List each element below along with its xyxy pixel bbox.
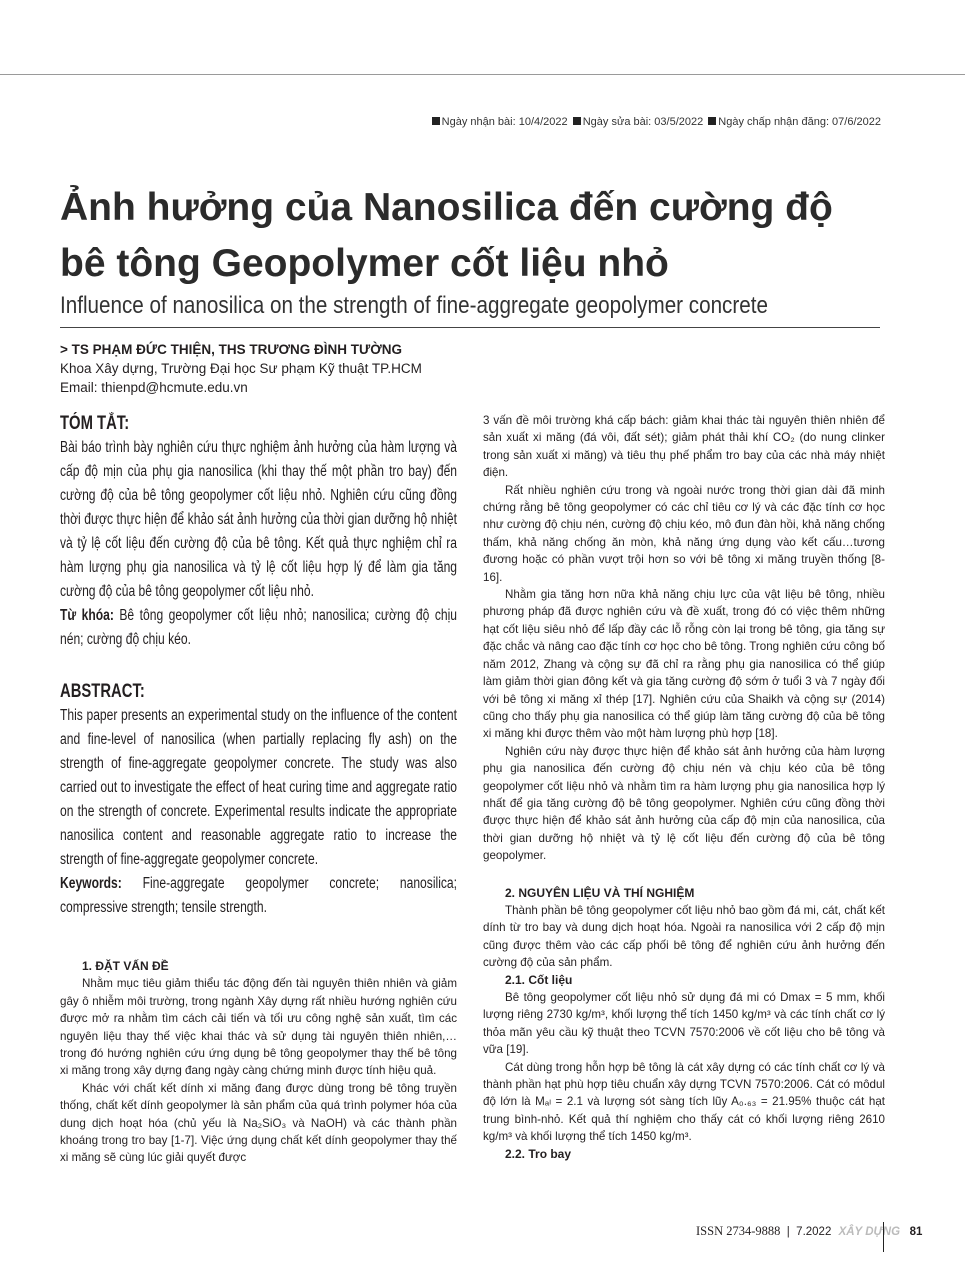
footer-rule [883, 1222, 884, 1252]
paragraph: Nhằm mục tiêu giảm thiểu tác động đến tài nguyên thiên nhiên và giảm gây ô nhiễm môi trường, trong ngành Xây dựng rất nhiều hướng nghiên cứu được mở ra nhằm tìm cách cải tiến và tối ưu công nghệ sản xuất, tìm các nguyên liệu thay thế việc khai thác và sử dụng tài nguyên thiên nhiên,… trong đó hướng nghiên cứu ứng dụng bê tông geopolymer thay thế bê tông xi măng trong xây dựng đang ngày càng chứng minh được tính hiệu quả. [60, 977, 457, 1078]
title-line-2: bê tông Geopolymer cốt liệu nhỏ [60, 242, 669, 285]
paragraph: Thành phần bê tông geopolymer cốt liệu nhỏ bao gồm đá mi, cát, chất kết dính từ tro bay và dung dịch hoạt hóa. Ngoài ra nanosilica với 2 cấp độ mịn cũng được thêm vào các cấp phối bê tông để nghiên cứu ảnh hưởng đến cường độ của sản phẩm. [483, 903, 885, 970]
keywords-vi-label: Từ khóa: [60, 607, 114, 624]
author-names: > TS PHẠM ĐỨC THIỆN, THS TRƯƠNG ĐÌNH TƯỜNG [60, 342, 403, 357]
keywords-vi [60, 604, 457, 652]
page-title [60, 180, 880, 292]
title-line-1: Ảnh hưởng của Nanosilica đến cường độ [60, 186, 833, 229]
paragraph: Bê tông geopolymer cốt liệu nhỏ sử dụng đá mi có Dmax = 5 mm, khối lượng riêng 2730 kg/m³, khối lượng thể tích 1450 kg/m³ và các tính chất cơ lý thỏa mãn yêu cầu kỹ thuật theo TCVN 7570:2006 về cốt liệu cho bê tông và vữa [19]. [483, 991, 885, 1057]
bullet-square-icon [573, 117, 581, 125]
footer-separator: | [786, 1226, 790, 1238]
author-block [60, 340, 422, 397]
received-date: Ngày nhận bài: 10/4/2022 [441, 116, 568, 128]
affiliation: Khoa Xây dựng, Trường Đại học Sư phạm Kỹ thuật TP.HCM [60, 361, 422, 376]
author-email: Email: thienpd@hcmute.edu.vn [60, 380, 248, 395]
subsection-2-1-heading: 2.1. Cốt liệu [505, 972, 573, 987]
paragraph: Nhằm gia tăng hơn nữa khả năng chịu lực của vật liệu bê tông, nhiều phương pháp đã được nghiên cứu và đề xuất, trong đó có việc thêm những hạt cốt liệu siêu nhỏ để lấp đầy các lỗ rỗng còn lại trong bê tông, gia tăng sự đặc chắc và nâng cao đặc tính cơ học cho bê tông. Trong nghiên cứu công bố năm 2012, Zhang và cộng sự đã chỉ ra rằng phụ gia nanosilica có thể giúp làm giảm thời gian đông kết và gia tăng cường độ sớm ở tuổi 3 và 7 ngày đối với bê tông xi măng xỉ thép [17]. Nghiên cứu của Shaikh và cộng sự (2014) cũng cho thấy phụ gia nanosilica có thể giúp làm tăng cường độ của bê tông xi măng khi được thêm vào một hàm lượng phù hợp [18]. [483, 588, 885, 741]
paragraph: Khác với chất kết dính xi măng đang được dùng trong bê tông truyền thống, chất kết dính geopolymer là sản phẩm của quá trình polymer hóa của dung dịch hoạt hóa (chủ yếu là Na₂SiO₃ và NaOH) và các thành phần khoáng trong tro bay [1-7]. Việc ứng dụng chất kết dính geopolymer thay thế xi măng sẽ cùng lúc giải quyết được [60, 1081, 457, 1165]
abstract-en [60, 680, 457, 920]
subsection-2-2-heading: 2.2. Tro bay [505, 1146, 572, 1161]
issue: 7.2022 [796, 1226, 832, 1238]
keywords-en-text: Fine-aggregate geopolymer concrete; nanosilica; compressive strength; tensile strength. [60, 875, 458, 916]
bullet-square-icon [432, 117, 440, 125]
top-rule [0, 74, 965, 75]
english-title: Influence of nanosilica on the strength of fine-aggregate geopolymer concrete [60, 292, 768, 319]
revised-date: Ngày sửa bài: 03/5/2022 [582, 116, 704, 128]
accepted-date: Ngày chấp nhận đăng: 07/6/2022 [718, 116, 881, 128]
abstract-vi [60, 412, 457, 652]
title-rule [60, 327, 880, 328]
keywords-en-label: Keywords: [60, 875, 122, 892]
section-1-heading: 1. ĐẶT VẤN ĐỀ [82, 959, 169, 973]
bullet-square-icon [708, 117, 716, 125]
keywords-en [60, 872, 457, 920]
page-footer [696, 1224, 922, 1239]
article-dates [430, 116, 881, 128]
paragraph: 3 vấn đề môi trường khá cấp bách: giảm khai thác tài nguyên thiên nhiên để sản xuất xi măng (đá vôi, đất sét); giảm phát thải khí CO₂ (do nung clinker trong sản xuất xi măng) và tiêu thụ phế phẩm tro bay của các nhà máy nhiệt điện. [483, 414, 885, 480]
journal-logo: XÂY DỰNG [838, 1226, 901, 1238]
abstract-vi-text: Bài báo trình bày nghiên cứu thực nghiệm ảnh hưởng của hàm lượng và cấp độ mịn của phụ gia nanosilica (khi thay thế một phần tro bay) đến cường độ của bê tông geopolymer cốt liệu nhỏ. Nghiên cứu cũng đồng thời được thực hiện để khảo sát ảnh hưởng của thời gian dưỡng hộ nhiệt và tỷ lệ cốt liệu đến cường độ của bê tông. Kết quả thực nghiệm chỉ ra hàm lượng phụ gia nanosilica và tỷ lệ cốt liệu hợp lý để làm gia tăng cường độ của bê tông geopolymer cốt liệu nhỏ. [60, 439, 458, 600]
paragraph: Cát dùng trong hỗn hợp bê tông là cát xây dựng có các tính chất cơ lý và thành phần hạt phù hợp tiêu chuẩn xây dựng TCVN 7570:2006. Cát có môdul độ lớn là Mₐₗ = 2.1 và lượng sót sàng tích lũy A₀.₆₃ = 21.95% thuộc cát hạt trung bình-nhỏ. Kết quả thí nghiệm cho thấy cát có khối lượng riêng 2610 kg/m³ và khối lượng thể tích 1450 kg/m³. [483, 1060, 885, 1144]
paragraph: Rất nhiều nghiên cứu trong và ngoài nước trong thời gian dài đã minh chứng rằng bê tông geopolymer có các chỉ tiêu cơ lý và các đặc tính cơ học như cường độ chịu nén, cường độ chịu kéo, mô đun đàn hồi, khả năng chống thấm, khả năng chống ăn mòn, khả năng ứng dụng vào kết cấu…tương đương hoặc có phần vượt trội hơn so với bê tông xi măng truyền thống [8-16]. [483, 483, 885, 584]
keywords-vi-text: Bê tông geopolymer cốt liệu nhỏ; nanosilica; cường độ chịu nén; cường độ chịu kéo. [60, 607, 458, 648]
abstract-en-text: This paper presents an experimental study on the influence of the content and fine-level of nanosilica (when partially replacing fly ash) on the strength of fine-aggregate geopolymer concrete. The study was also carried out to investigate the effect of heat curing time and aggregate ratio on the strength of concrete. Experimental results indicate the appropriate nanosilica content and reasonable aggregate ratio to increase the strength of fine-aggregate geopolymer concrete. [60, 707, 458, 868]
right-column [483, 412, 885, 1163]
abstract-en-heading: ABSTRACT: [60, 681, 145, 702]
section-1-left [60, 958, 457, 1167]
page-number: 81 [909, 1226, 923, 1238]
abstract-vi-heading: TÓM TẮT: [60, 413, 130, 434]
section-2-heading: 2. NGUYÊN LIỆU VÀ THÍ NGHIỆM [505, 885, 695, 900]
issn: ISSN 2734-9888 [696, 1224, 781, 1238]
paragraph: Nghiên cứu này được thực hiện để khảo sát ảnh hưởng của hàm lượng phụ gia nanosilica đến cường độ chịu nén và chịu kéo của bê tông geopolymer cốt liệu nhỏ và nhằm tìm ra hàm lượng phụ gia nanosilica hợp lý nhất để gia tăng cường độ bê tông geopolymer. Nghiên cứu cũng đồng thời được thực hiện để khảo sát ảnh hưởng của cấp độ mịn của nanosilica, của thời gian dưỡng hộ nhiệt và tỷ lệ cốt liệu đến cường độ của bê tông geopolymer. [483, 744, 885, 863]
